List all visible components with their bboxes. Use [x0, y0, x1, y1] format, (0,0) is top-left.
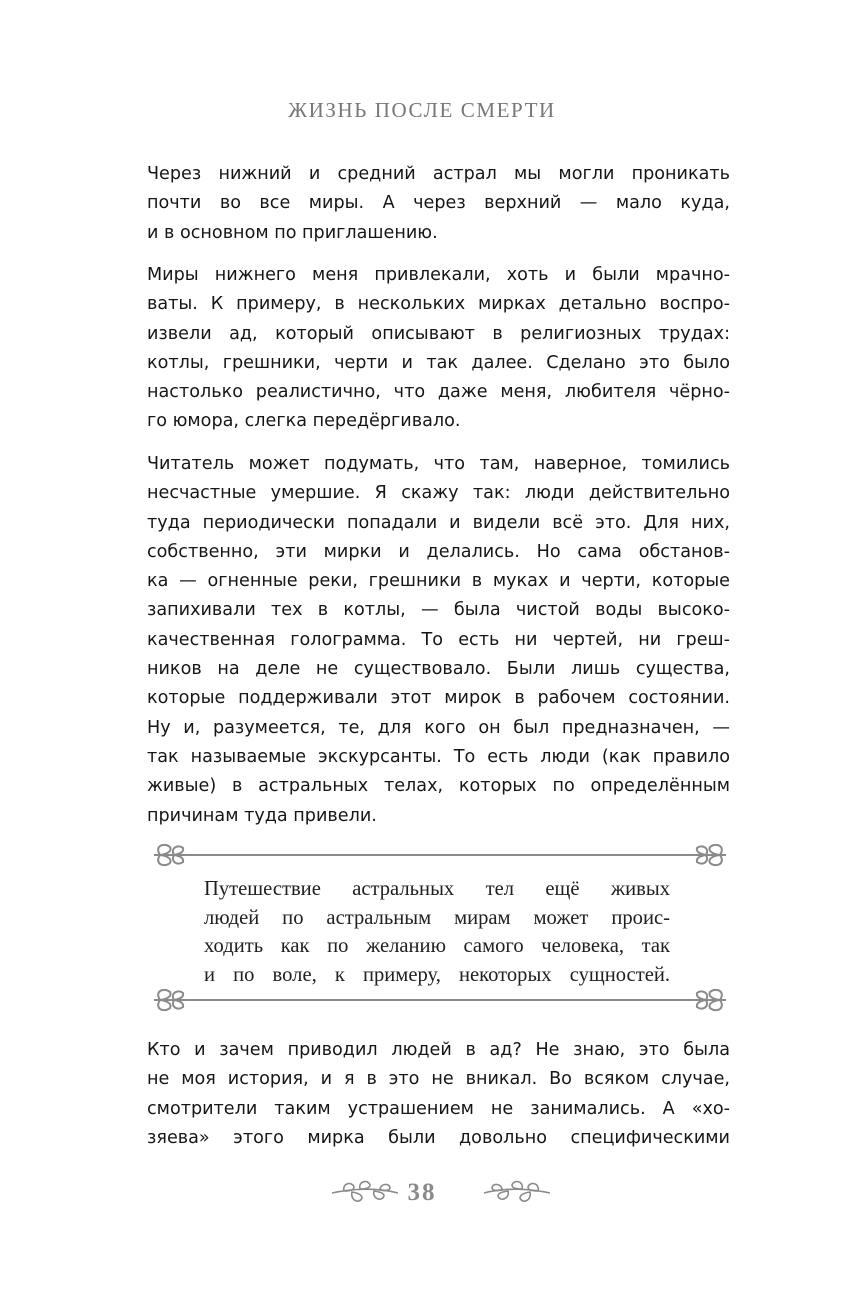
callout-line: и по воле, к примеру, некоторых сущностей.: [204, 963, 670, 986]
text-line: запихивали тех в котлы, — была чистой воды высоко-: [147, 600, 730, 621]
paragraph-1: [147, 160, 730, 248]
text-line: которые поддерживали этот мирок в рабочем состоянии.: [147, 688, 730, 709]
text-line: зяева» этого мирка были довольно специфическими: [147, 1127, 730, 1148]
callout-bottom-divider: [150, 985, 730, 1015]
text-line: Ну и, разумеется, те, для кого он был предназначен, —: [147, 717, 730, 738]
text-line: собственно, эти мирки и делались. Но сама обстанов-: [147, 541, 730, 562]
callout-quote: [204, 875, 670, 989]
callout-top-divider: [150, 840, 730, 870]
text-line: настолько реалистично, что даже меня, любителя чёрно-: [147, 382, 730, 403]
text-line: Через нижний и средний астрал мы могли проникать: [147, 164, 730, 184]
text-line: смотрители таким устрашением не занимались. А «хо-: [147, 1098, 730, 1119]
text-line: котлы, грешники, черти и так далее. Сделано это было: [147, 352, 730, 373]
text-line: живые) в астральных телах, которых по определённым: [147, 776, 730, 797]
callout-line: Путешествие астральных тел ещё живых: [204, 878, 670, 900]
text-line: почти во все миры. А через верхний — мало куда,: [147, 193, 730, 214]
text-line: Миры нижнего меня привлекали, хоть и были мрачно-: [147, 265, 730, 285]
text-line: ников на деле не существовало. Были лишь существа,: [147, 659, 730, 680]
text-line: го юмора, слегка передёргивало.: [147, 411, 461, 432]
text-line: ваты. К примеру, в нескольких мирках детально воспро-: [147, 294, 730, 315]
text-line: так называемые экскурсанты. То есть люди (как правило: [147, 746, 730, 767]
text-line: Читатель может подумать, что там, наверное, томились: [147, 454, 730, 474]
paragraph-2: [147, 261, 730, 437]
callout-line: ходить как по желанию самого человека, так: [204, 935, 670, 958]
text-line: не моя история, и я в это не вникал. Во всяком случае,: [147, 1069, 730, 1090]
page-footer: [0, 1173, 844, 1213]
leaf-sprig-icon: [150, 840, 730, 870]
text-line: несчастные умершие. Я скажу так: люди действительно: [147, 483, 730, 504]
paragraph-5: [147, 1036, 730, 1153]
text-line: туда периодически попадали и видели всё это. Для них,: [147, 512, 730, 533]
running-title: ЖИЗНЬ ПОСЛЕ СМЕРТИ: [288, 98, 556, 122]
text-line: и в основном по приглашению.: [147, 222, 438, 243]
text-line: извели ад, который описывают в религиозных трудах:: [147, 323, 730, 344]
callout-line: людей по астральным мирам может проис-: [204, 906, 670, 929]
paragraph-3: [147, 450, 730, 831]
page-number: 38: [407, 1179, 437, 1206]
leaf-branch-icon: [482, 1179, 552, 1207]
text-line: Кто и зачем приводил людей в ад? Не знаю, это была: [147, 1040, 730, 1060]
text-line: качественная голограмма. То есть ни чертей, ни греш-: [147, 629, 730, 650]
leaf-sprig-icon: [150, 985, 730, 1015]
text-line: ка — огненные реки, грешники в муках и черти, которые: [147, 571, 730, 592]
text-line: причинам туда привели.: [147, 805, 377, 826]
